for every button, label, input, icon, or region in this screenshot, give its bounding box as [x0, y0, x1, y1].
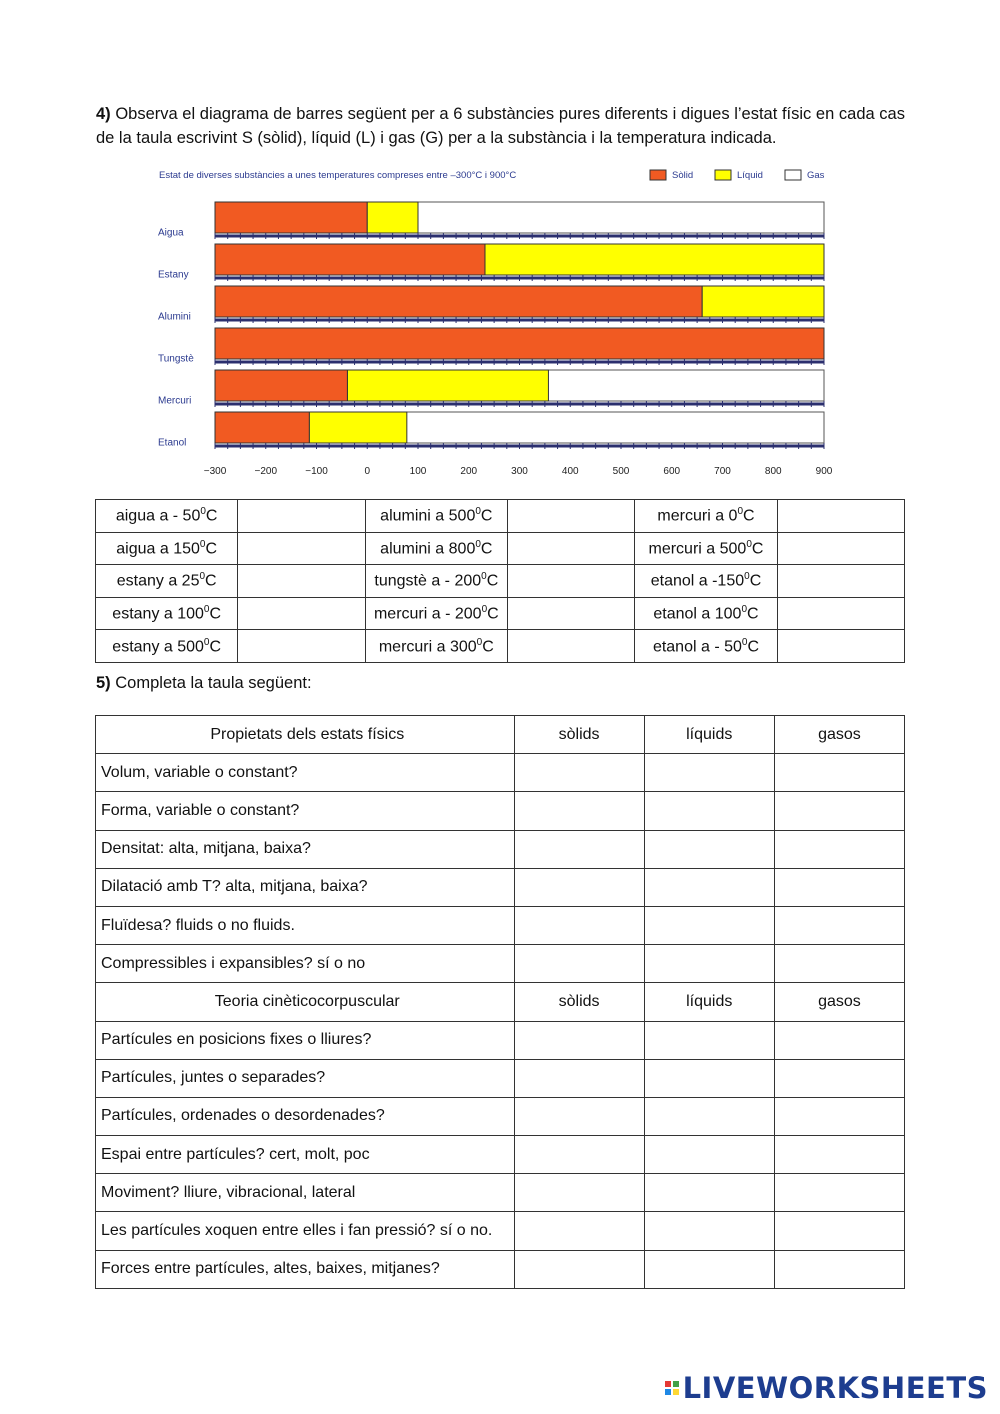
- condition-label: estany a 100: [112, 605, 204, 623]
- property-label: Densitat: alta, mitjana, baixa?: [96, 830, 515, 868]
- category-label: Aigua: [158, 227, 184, 239]
- answer-cell[interactable]: [238, 597, 365, 630]
- answer-cell[interactable]: [514, 1136, 644, 1174]
- x-tick-label: 400: [561, 466, 579, 477]
- condition-cell: [635, 565, 777, 598]
- bar-liquid: [367, 202, 418, 233]
- x-tick-label: 700: [714, 466, 731, 477]
- unit-label: C: [749, 572, 762, 590]
- degree-superscript: 0: [741, 636, 748, 648]
- bar-liquid: [485, 244, 824, 275]
- table-row: [96, 1097, 905, 1135]
- answer-cell[interactable]: [238, 565, 365, 598]
- answer-cell[interactable]: [644, 1174, 774, 1212]
- degree-superscript: 0: [199, 538, 206, 550]
- answer-cell[interactable]: [514, 868, 644, 906]
- question-5-body: Completa la taula següent:: [115, 674, 312, 692]
- liveworksheets-logo-text: LIVEWORKSHEETS: [682, 1371, 988, 1405]
- condition-cell: [96, 565, 238, 598]
- chart-title: Estat de diverses substàncies a unes temperatures compreses entre –300°C i 900°C: [159, 170, 517, 181]
- condition-label: mercuri a 500: [648, 540, 747, 558]
- unit-label: C: [209, 637, 222, 655]
- degree-superscript: 0: [481, 571, 487, 583]
- unit-label: C: [747, 637, 760, 655]
- degree-superscript: 0: [746, 538, 752, 550]
- answer-cell[interactable]: [644, 1059, 774, 1097]
- answer-cell[interactable]: [514, 1212, 644, 1250]
- table-row: [96, 565, 905, 598]
- answer-cell[interactable]: [774, 1250, 904, 1288]
- degree-superscript: 0: [475, 506, 481, 518]
- unit-label: C: [205, 572, 217, 590]
- answer-cell[interactable]: [774, 1174, 904, 1212]
- degree-superscript: 0: [481, 603, 488, 615]
- answer-cell[interactable]: [514, 1059, 644, 1097]
- bar-liquid: [347, 370, 548, 401]
- answer-cell[interactable]: [774, 906, 904, 944]
- unit-label: C: [486, 572, 499, 590]
- condition-label: mercuri a 300: [378, 637, 477, 655]
- answer-cell[interactable]: [774, 1097, 904, 1135]
- states-answer-table: [95, 499, 905, 663]
- table-row: [96, 500, 905, 533]
- table-row: [96, 630, 905, 663]
- answer-cell[interactable]: [777, 630, 904, 663]
- property-label: Moviment? lliure, vibracional, lateral: [96, 1174, 515, 1212]
- answer-cell[interactable]: [514, 1097, 644, 1135]
- answer-cell[interactable]: [644, 1136, 774, 1174]
- answer-cell[interactable]: [774, 868, 904, 906]
- column-header: gasos: [774, 983, 904, 1021]
- logo-square: [665, 1381, 671, 1387]
- property-label: Partícules en posicions fixes o lliures?: [96, 1021, 515, 1059]
- answer-cell[interactable]: [514, 1250, 644, 1288]
- answer-cell[interactable]: [238, 630, 365, 663]
- condition-cell: [96, 630, 238, 663]
- legend-label-0: Sòlid: [672, 170, 694, 181]
- condition-label: estany a 25: [116, 572, 200, 590]
- answer-cell[interactable]: [644, 830, 774, 868]
- unit-label: C: [487, 605, 499, 623]
- question-5-number: 5): [96, 674, 111, 692]
- x-tick-label: 900: [815, 466, 833, 477]
- table-row: [96, 906, 905, 944]
- category-label: Mercuri: [158, 395, 192, 407]
- degree-superscript: 0: [744, 571, 750, 583]
- answer-cell[interactable]: [508, 597, 635, 630]
- unit-label: C: [205, 540, 218, 558]
- legend-label-1: Líquid: [737, 170, 763, 181]
- degree-superscript: 0: [475, 538, 481, 550]
- category-label: Etanol: [158, 437, 187, 449]
- table-row: [96, 868, 905, 906]
- table-row: [96, 1212, 905, 1250]
- x-tick-label: 600: [663, 466, 681, 477]
- property-label: Partícules, juntes o separades?: [96, 1059, 515, 1097]
- condition-label: mercuri a - 200: [373, 605, 482, 623]
- properties-table: [95, 715, 905, 1289]
- liveworksheets-logo-icon: [665, 1381, 679, 1395]
- degree-superscript: 0: [476, 636, 483, 648]
- property-label: Forces entre partícules, altes, baixes, mitjanes?: [96, 1250, 515, 1288]
- bar-solid: [215, 370, 347, 401]
- question-4-text: [96, 102, 905, 150]
- answer-cell[interactable]: [774, 1136, 904, 1174]
- x-tick-label: 200: [460, 466, 478, 477]
- property-label: Dilatació amb T? alta, mitjana, baixa?: [96, 868, 515, 906]
- answer-cell[interactable]: [774, 1059, 904, 1097]
- condition-label: etanol a - 50: [652, 637, 742, 655]
- property-label: Espai entre partícules? cert, molt, poc: [96, 1136, 515, 1174]
- table-row: [96, 1021, 905, 1059]
- unit-label: C: [480, 507, 493, 525]
- condition-label: aigua a - 50: [115, 507, 201, 525]
- question-4-number: 4): [96, 105, 111, 123]
- answer-cell[interactable]: [514, 1021, 644, 1059]
- condition-cell: [635, 597, 777, 630]
- condition-cell: [365, 500, 507, 533]
- condition-cell: [96, 532, 238, 565]
- unit-label: C: [747, 605, 759, 623]
- question-4-body: Observa el diagrama de barres següent per a 6 substàncies pures diferents i digues l’estat físic en cada cas de la taula escrivint S (sòlid), líquid (L) i gas (G) per a la substància i la temperatura indicada.: [96, 105, 905, 147]
- condition-label: estany a 500: [112, 637, 204, 655]
- phase-bar-chart: [150, 160, 840, 480]
- x-tick-label: −100: [305, 466, 328, 477]
- x-tick-label: 100: [409, 466, 427, 477]
- answer-cell[interactable]: [774, 945, 904, 983]
- degree-superscript: 0: [203, 636, 210, 648]
- answer-cell[interactable]: [774, 830, 904, 868]
- degree-superscript: 0: [741, 603, 748, 615]
- answer-cell[interactable]: [514, 830, 644, 868]
- degree-superscript: 0: [199, 571, 206, 583]
- table-row: [96, 532, 905, 565]
- degree-superscript: 0: [200, 506, 206, 518]
- property-label: Volum, variable o constant?: [96, 754, 515, 792]
- answer-cell[interactable]: [777, 532, 904, 565]
- x-tick-label: 0: [364, 466, 371, 477]
- answer-cell[interactable]: [238, 500, 365, 533]
- answer-cell[interactable]: [774, 1021, 904, 1059]
- condition-cell: [635, 532, 777, 565]
- category-label: Estany: [158, 269, 189, 281]
- table-row: [96, 945, 905, 983]
- answer-cell[interactable]: [644, 792, 774, 830]
- condition-label: aigua a 150: [116, 540, 200, 558]
- condition-label: etanol a 100: [653, 605, 742, 623]
- answer-cell[interactable]: [508, 630, 635, 663]
- table-header-row: [96, 716, 905, 754]
- answer-cell[interactable]: [508, 532, 635, 565]
- answer-cell[interactable]: [644, 906, 774, 944]
- answer-cell[interactable]: [644, 945, 774, 983]
- answer-cell[interactable]: [644, 1021, 774, 1059]
- answer-cell[interactable]: [238, 532, 365, 565]
- table-row: [96, 1174, 905, 1212]
- answer-cell[interactable]: [777, 500, 904, 533]
- column-header: líquids: [644, 716, 774, 754]
- table-row: [96, 597, 905, 630]
- condition-cell: [365, 565, 507, 598]
- logo-square: [673, 1389, 679, 1395]
- condition-label: mercuri a 0: [657, 507, 738, 525]
- answer-cell[interactable]: [644, 1212, 774, 1250]
- x-tick-label: −300: [203, 466, 227, 477]
- unit-label: C: [482, 637, 494, 655]
- unit-label: C: [205, 507, 218, 525]
- question-5-text: [96, 674, 312, 693]
- legend-swatch-2: [785, 170, 801, 180]
- table-row: [96, 792, 905, 830]
- bar-solid: [215, 412, 309, 443]
- unit-label: C: [209, 605, 222, 623]
- condition-label: etanol a -150: [650, 572, 745, 590]
- column-header: sòlids: [514, 716, 644, 754]
- legend-swatch-0: [650, 170, 666, 180]
- bar-solid: [215, 328, 824, 359]
- condition-cell: [635, 630, 777, 663]
- answer-cell[interactable]: [774, 1212, 904, 1250]
- answer-cell[interactable]: [514, 945, 644, 983]
- column-header: Propietats dels estats físics: [96, 716, 515, 754]
- category-label: Tungstè: [158, 353, 194, 365]
- answer-cell[interactable]: [514, 754, 644, 792]
- table-row: [96, 830, 905, 868]
- logo-square: [673, 1381, 679, 1387]
- answer-cell[interactable]: [514, 906, 644, 944]
- condition-label: alumini a 500: [380, 507, 476, 525]
- condition-cell: [365, 597, 507, 630]
- column-header: Teoria cinèticocorpuscular: [96, 983, 515, 1021]
- table-row: [96, 1136, 905, 1174]
- legend-label-2: Gas: [807, 170, 825, 181]
- bar-liquid: [309, 412, 406, 443]
- answer-cell[interactable]: [774, 792, 904, 830]
- degree-superscript: 0: [737, 506, 743, 518]
- table-header-row: [96, 983, 905, 1021]
- column-header: gasos: [774, 716, 904, 754]
- table-row: [96, 754, 905, 792]
- unit-label: C: [743, 507, 755, 525]
- answer-cell[interactable]: [644, 754, 774, 792]
- condition-cell: [365, 630, 507, 663]
- answer-cell[interactable]: [644, 1250, 774, 1288]
- answer-cell[interactable]: [774, 754, 904, 792]
- logo-square: [665, 1389, 671, 1395]
- x-tick-label: 300: [511, 466, 528, 477]
- unit-label: C: [480, 540, 493, 558]
- answer-cell[interactable]: [508, 565, 635, 598]
- condition-cell: [96, 500, 238, 533]
- condition-cell: [96, 597, 238, 630]
- answer-cell[interactable]: [644, 868, 774, 906]
- condition-label: tungstè a - 200: [374, 572, 482, 590]
- property-label: Fluïdesa? fluids o no fluids.: [96, 906, 515, 944]
- answer-cell[interactable]: [514, 792, 644, 830]
- bar-liquid: [702, 286, 824, 317]
- table-row: [96, 1059, 905, 1097]
- category-label: Alumini: [158, 311, 191, 323]
- degree-superscript: 0: [203, 603, 210, 615]
- liveworksheets-logo: [665, 1368, 988, 1408]
- condition-cell: [635, 500, 777, 533]
- table-row: [96, 1250, 905, 1288]
- answer-cell[interactable]: [644, 1097, 774, 1135]
- bar-solid: [215, 244, 485, 275]
- bar-solid: [215, 286, 702, 317]
- column-header: sòlids: [514, 983, 644, 1021]
- condition-cell: [365, 532, 507, 565]
- property-label: Forma, variable o constant?: [96, 792, 515, 830]
- answer-cell[interactable]: [777, 565, 904, 598]
- x-tick-label: 800: [764, 466, 782, 477]
- condition-label: alumini a 800: [380, 540, 476, 558]
- property-label: Partícules, ordenades o desordenades?: [96, 1097, 515, 1135]
- answer-cell[interactable]: [777, 597, 904, 630]
- property-label: Compressibles i expansibles? sí o no: [96, 945, 515, 983]
- answer-cell[interactable]: [514, 1174, 644, 1212]
- unit-label: C: [751, 540, 764, 558]
- legend-swatch-1: [715, 170, 731, 180]
- x-tick-label: 500: [612, 466, 630, 477]
- x-tick-label: −200: [254, 466, 278, 477]
- bar-solid: [215, 202, 367, 233]
- property-label: Les partícules xoquen entre elles i fan pressió? sí o no.: [96, 1212, 515, 1250]
- column-header: líquids: [644, 983, 774, 1021]
- answer-cell[interactable]: [508, 500, 635, 533]
